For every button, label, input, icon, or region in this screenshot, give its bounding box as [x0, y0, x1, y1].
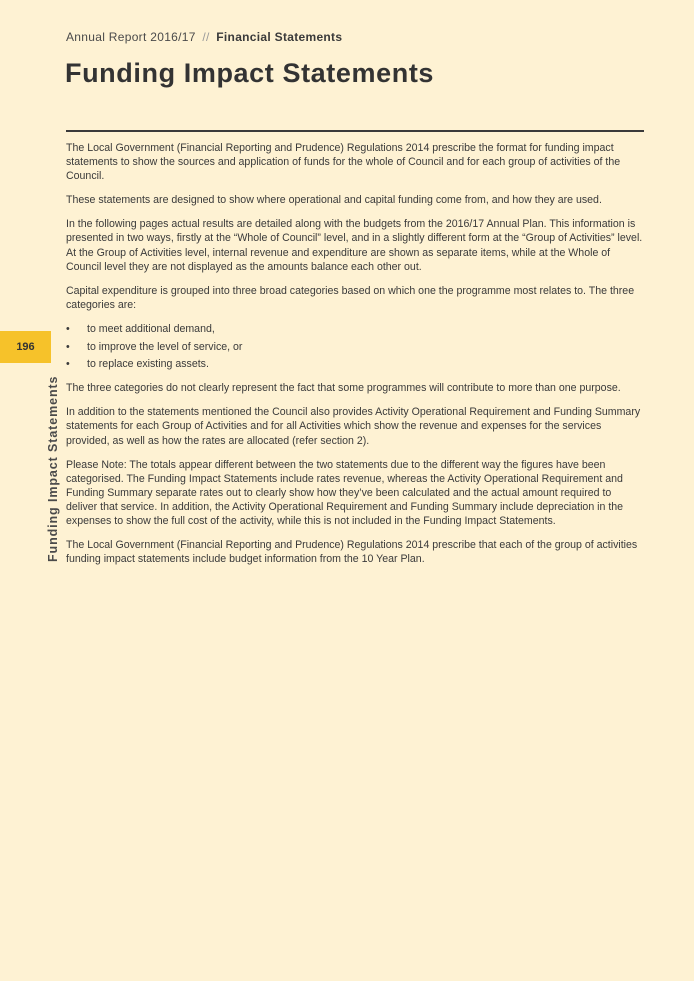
header-section-name: Financial Statements — [216, 30, 343, 44]
bullet-icon: • — [66, 358, 70, 371]
running-header — [66, 30, 342, 44]
page-number-tab — [0, 331, 51, 363]
page-title: Funding Impact Statements — [65, 58, 435, 88]
bullet-icon: • — [66, 340, 70, 353]
list-item-text: to meet additional demand, — [87, 322, 215, 335]
list-item-text: to replace existing assets. — [87, 358, 209, 371]
body-content — [66, 141, 644, 576]
title-divider — [66, 130, 644, 132]
header-separator: // — [202, 30, 210, 44]
paragraph: Capital expenditure is grouped into three broad categories based on which one the programme most relates to. The three categories are: — [66, 284, 635, 311]
header-report-name: Annual Report 2016/17 — [66, 30, 196, 44]
paragraph: The Local Government (Financial Reporting and Prudence) Regulations 2014 prescribe the format for funding impact statements to show the sources and application of funds for the whole of Council and for each group of activities of the Council. — [66, 142, 621, 183]
capital-categories-list — [66, 322, 644, 371]
paragraph: The three categories do not clearly represent the fact that some programmes will contribute to more than one purpose. — [66, 382, 621, 395]
paragraph: These statements are designed to show where operational and capital funding come from, and how they are used. — [66, 194, 602, 207]
list-item — [66, 340, 644, 354]
paragraph: Please Note: The totals appear different between the two statements due to the different way the figures have been categorised. The Funding Impact Statements include rates revenue, whereas the Activity Operational Requirement and Funding Summary separate rates out to clearly show how they’ve been calculated and the actual amount required to deliver that service. In addition, the Activity Operational Requirement and Funding Summary include depreciation in the expenses to show the full cost of the activity, while this is not included in the Funding Impact Statements. — [66, 458, 624, 527]
list-item — [66, 357, 644, 371]
list-item-text: to improve the level of service, or — [87, 340, 243, 353]
bullet-icon: • — [66, 322, 70, 335]
vertical-section-label: Funding Impact Statements — [46, 375, 60, 562]
paragraph: In the following pages actual results are detailed along with the budgets from the 2016/17 Annual Plan. This information is presented in two ways, firstly at the “Whole of Council” level, and in a slightly different form at the “Group of Activities” level. At the Group of Activities level, internal revenue and expenditure are shown as separate items, while at the Whole of Council level they are not displayed as the amounts balance each other out. — [66, 218, 643, 273]
paragraph: The Local Government (Financial Reporting and Prudence) Regulations 2014 prescribe that each of the group of activities funding impact statements include budget information from the 10 Year Plan. — [66, 539, 638, 566]
page-number: 196 — [16, 341, 35, 353]
paragraph: In addition to the statements mentioned the Council also provides Activity Operational Requirement and Funding Summary statements for each Group of Activities and for all Activities which show the revenue and expenses for the services provided, as well as how the rates are allocated (refer section 2). — [66, 406, 641, 447]
list-item — [66, 322, 644, 336]
